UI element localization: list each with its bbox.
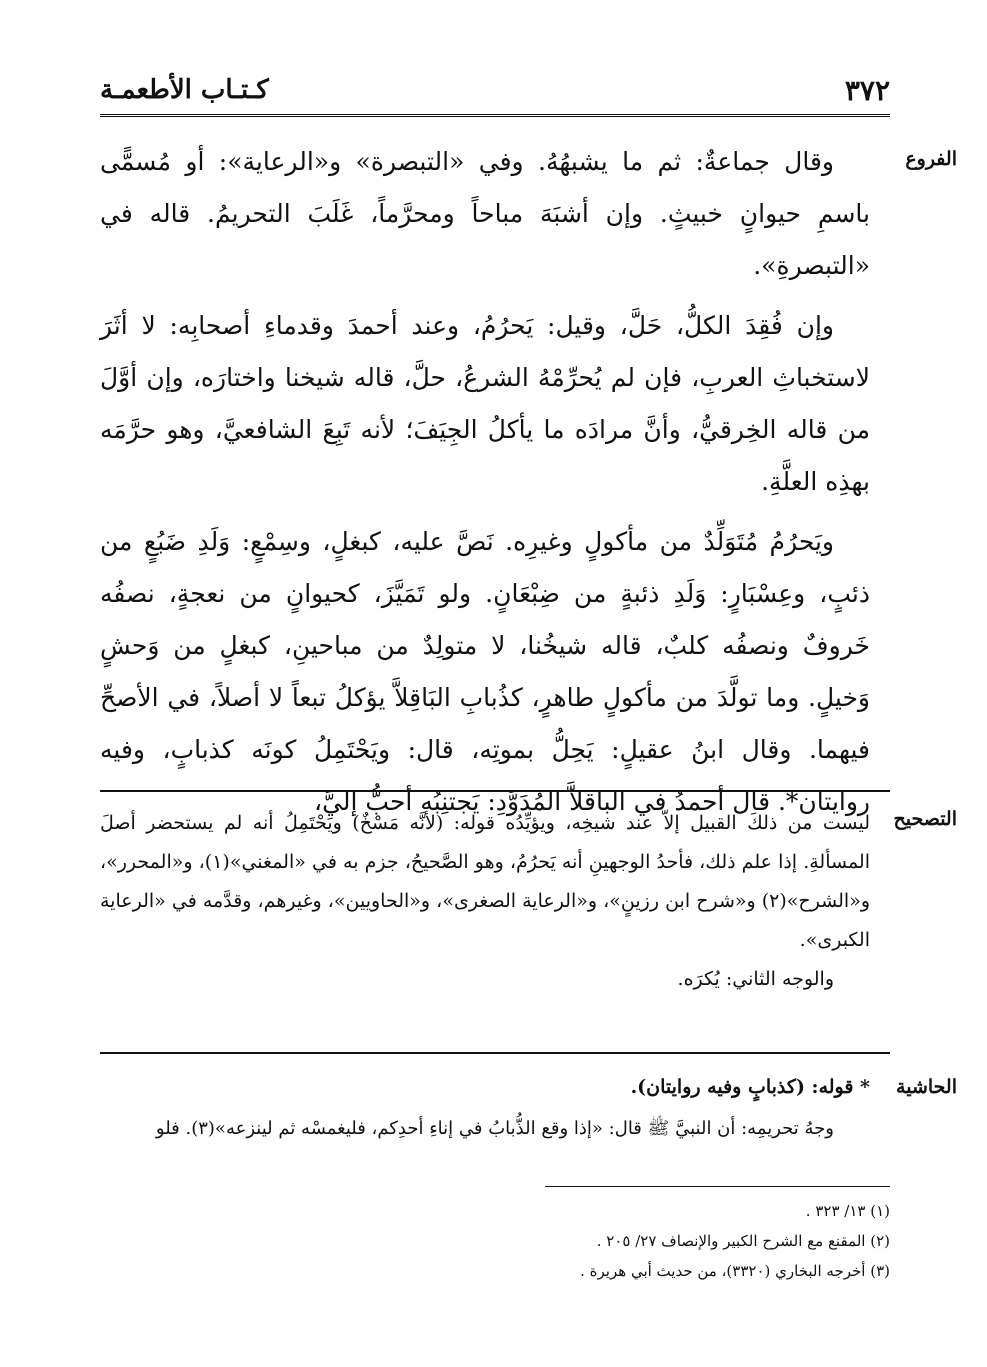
tashih-text: [100, 804, 870, 999]
footnote: (١) ١٣/ ٣٢٣ .: [805, 1202, 890, 1220]
hashiya-text: [100, 1066, 870, 1150]
section-divider: [100, 790, 890, 792]
page-number: ٣٧٢: [844, 73, 890, 107]
main-paragraph: وقال جماعةٌ: ثم ما يشبهُهُ. وفي «التبصرة» و«الرعاية»: أو مُسمًّى باسمِ حيوانٍ خبيثٍ. وإن أشبَهَ مباحاً ومحرَّماً، غَلَبَ التحريمُ. قاله في «التبصرةِ».: [100, 147, 870, 280]
tashih-paragraph: ليست من ذلكَ القبيل إلاّ عند شيخِه، ويؤيِّدُه قوله: (لأنَّه مَسْخٌ) ويَحْتَمِلُ أنه لم يستحضر أصلَ المسألةِ. إذا علم ذلك، فأحدُ الوجهينِ أنه يَحرُمُ، وهو الصَّحيحُ، جزم به في «المغني»(١)، و«المحرر»، و«الشرح»(٢) و«شرح ابن رزينٍ»، و«الرعاية الصغرى»، و«الحاويين»، وغيرهم، وقدَّمه في «الرعاية الكبرى».: [100, 812, 870, 951]
main-paragraph: ويَحرُمُ مُتَوَلِّدٌ من مأكولٍ وغيرِه. نَصَّ عليه، كبغلٍ، وسِمْعٍ: وَلَدِ ضَبُعٍ من ذئبٍ، وعِسْبَارٍ: وَلَدِ ذئبةٍ من ضِبْعَانٍ. ولو تَمَيَّزَ، كحيوانٍ من نعجةٍ، نصفُه خَروفٌ ونصفُه كلبٌ، قاله شيخُنا، لا متولِدٌ من مباحينِ، كبغلٍ من وَحشٍ وَخيلٍ. وما تولَّدَ من مأكولٍ طاهرٍ، كذُبابِ البَاقِلاَّ يؤكلُ تبعاً لا أصلاً، في الأصحِّ فيهما. وقال ابنُ عقيلٍ: يَحِلُّ بموتِه، قال: ويَحْتَمِلُ كونَه كذبابٍ، وفيه روايتان*. قال أحمدُ في الباقلاَّ المُدَوَّدِ: يَجتنِبُه أحبُّ إليَّ،: [100, 527, 870, 816]
chapter-title: كـتـاب الأطعمـة: [100, 75, 269, 105]
header-rule: [100, 114, 890, 117]
main-text: [100, 136, 870, 828]
tashih-paragraph: والوجه الثاني: يُكرَه.: [677, 968, 834, 990]
hashiya-heading: * قوله: (كذبابٍ وفيه روايتان).: [630, 1076, 870, 1098]
section-label-tashih: التصحيح: [893, 808, 957, 830]
page-header: [100, 70, 890, 110]
section-label-furu: الفروع: [905, 148, 957, 170]
footnote: (٣) أخرجه البخاري (٣٣٢٠)، من حديث أبي هريرة .: [580, 1262, 890, 1280]
section-divider: [100, 1052, 890, 1054]
footnote-rule: [545, 1186, 890, 1187]
section-label-hashiya: الحاشية: [896, 1076, 957, 1098]
main-paragraph: وإن فُقِدَ الكلُّ، حَلَّ، وقيل: يَحرُمُ، وعند أحمدَ وقدماءِ أصحابِه: لا أثَرَ لاستخباثِ العربِ، فإن لم يُحرِّمْهُ الشرعُ، حلَّ، قاله شيخنا واختارَه، وإن أوَّلَ من قاله الخِرقيُّ، وأنَّ مرادَه ما يأكلُ الجِيَفَ؛ لأنه تَبِعَ الشافعيَّ، وهو حرَّمَه بهذِه العلَّةِ.: [100, 311, 870, 496]
hashiya-paragraph: وجهُ تحريمِه: أن النبيَّ ﷺ قال: «إذا وقع الذُّبابُ في إناءِ أحدِكم، فليغمسْه ثم لينزعه»(٣). فلو: [155, 1118, 834, 1139]
footnotes: [380, 1196, 890, 1286]
footnote: (٢) المقنع مع الشرح الكبير والإنصاف ٢٧/ ٢٠٥ .: [596, 1232, 890, 1250]
